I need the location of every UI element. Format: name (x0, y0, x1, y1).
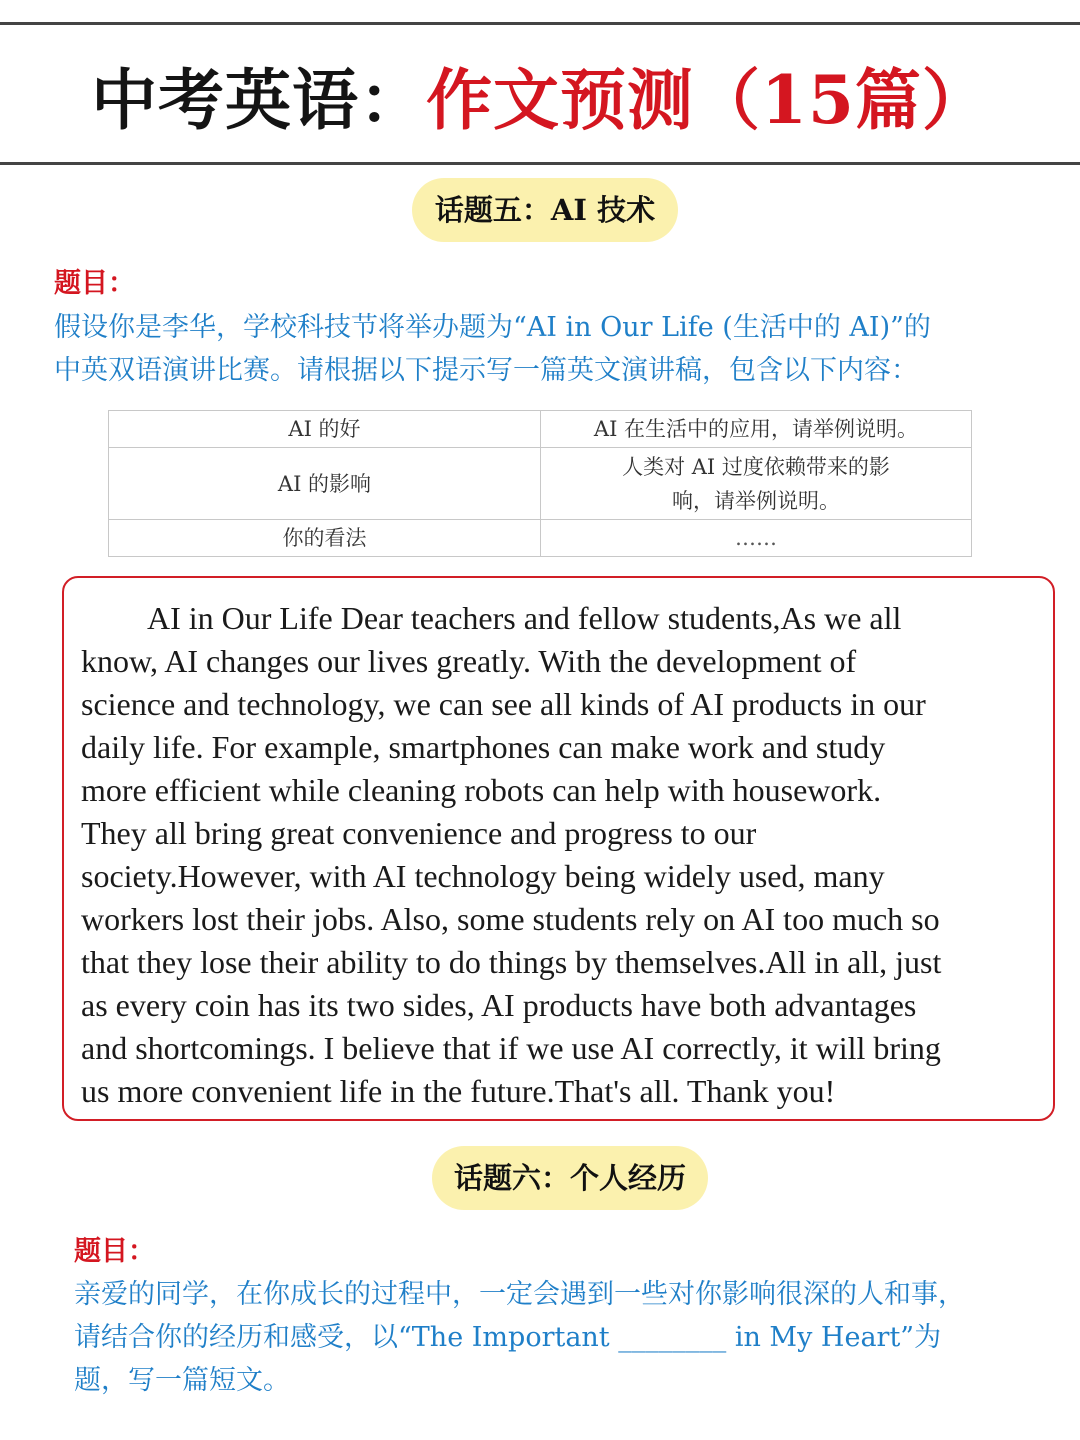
essay-line: as every coin has its two sides, AI products have both advantages (81, 987, 917, 1023)
essay-line: daily life. For example, smartphones can make work and study (81, 729, 886, 765)
topic-6-heading: 话题六：个人经历 (432, 1146, 708, 1210)
page-title-red: 作文预测（15篇） (426, 61, 989, 139)
table-cell: AI 在生活中的应用，请举例说明。 (541, 411, 972, 448)
essay-line: AI in Our Life Dear teachers and fellow students,As we all (147, 600, 902, 636)
table-cell: AI 的好 (109, 411, 541, 448)
topic-6-prompt-line-2: 请结合你的经历和感受，以“The Important ________ in My Heart”为 (74, 1322, 942, 1353)
header-top-rule (0, 22, 1080, 25)
header-bottom-rule (0, 162, 1080, 165)
essay-line: and shortcomings. I believe that if we use AI correctly, it will bring (81, 1030, 941, 1066)
essay-line: us more convenient life in the future.That's all. Thank you! (81, 1073, 836, 1109)
table-cell: AI 的影响 (109, 448, 541, 520)
essay-line: that they lose their ability to do things by themselves.All in all, just (81, 944, 942, 980)
essay-line: They all bring great convenience and progress to our (81, 815, 757, 851)
topic-6-prompt-line-1: 亲爱的同学，在你成长的过程中，一定会遇到一些对你影响很深的人和事， (74, 1279, 965, 1310)
topic-6-prompt-line-3: 题，写一篇短文。 (74, 1365, 290, 1396)
essay-line: more efficient while cleaning robots can help with housework. (81, 772, 882, 808)
topic-5-prompt-line-1: 假设你是李华，学校科技节将举办题为“AI in Our Life (生活中的 AI)”的 (54, 312, 931, 343)
essay-line: society.However, with AI technology being widely used, many (81, 858, 885, 894)
topic-5-heading: 话题五：AI 技术 (412, 178, 678, 242)
table-row (109, 448, 972, 520)
essay-line: workers lost their jobs. Also, some students rely on AI too much so (81, 901, 940, 937)
page-title-black: 中考英语： (91, 61, 427, 139)
table-cell: …… (541, 520, 972, 557)
table-row (109, 411, 972, 448)
table-cell: 你的看法 (109, 520, 541, 557)
essay-line: science and technology, we can see all kinds of AI products in our (81, 686, 926, 722)
essay-line: know, AI changes our lives greatly. With the development of (81, 643, 857, 679)
topic-5-prompt-line-2: 中英双语演讲比赛。请根据以下提示写一篇英文演讲稿，包含以下内容： (54, 355, 918, 386)
topic-6-label: 题目： (74, 1236, 155, 1267)
topic-5-label: 题目： (54, 268, 135, 299)
requirements-table (108, 410, 972, 557)
page-title (0, 54, 1080, 146)
table-cell: 人类对 AI 过度依赖带来的影响，请举例说明。 (541, 448, 972, 520)
table-row (109, 520, 972, 557)
